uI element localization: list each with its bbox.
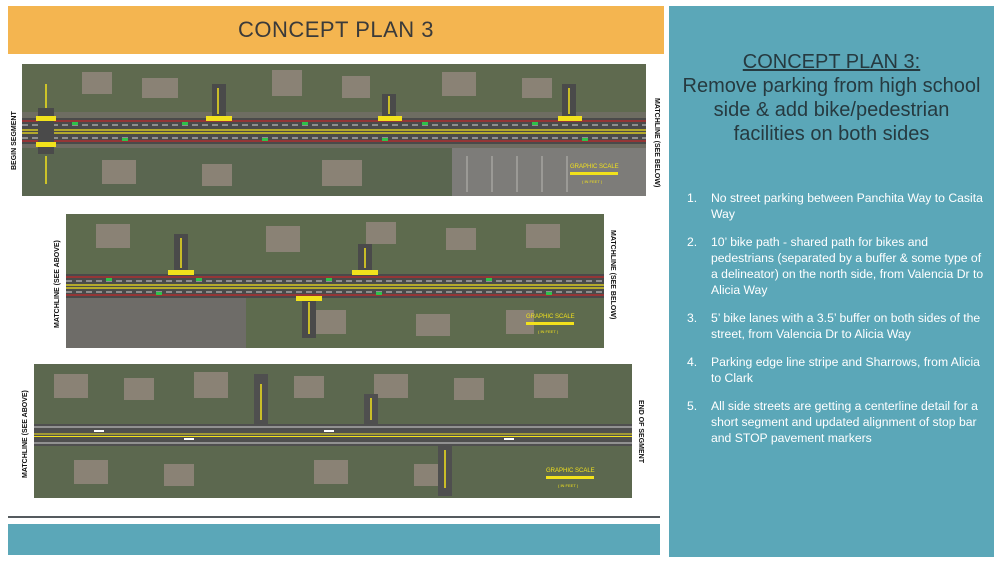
divider — [8, 516, 660, 518]
list-item: 2. 10’ bike path - shared path for bikes and pedestrians (separated by a buffer & some type of a delineator) on the north side, from Valencia Dr to Alicia Way — [687, 235, 984, 297]
scale-unit-1: ( IN FEET ) — [582, 179, 603, 184]
map-panel-3 — [34, 364, 632, 498]
panel-heading — [679, 50, 984, 146]
list-item: 1. No street parking between Panchita Way to Casita Way — [687, 191, 983, 221]
scale-label-3: GRAPHIC SCALE — [546, 468, 595, 474]
info-panel — [669, 6, 994, 557]
aerial-map-1 — [22, 64, 646, 196]
map-panel-2 — [66, 214, 604, 348]
map3-right-label: END OF SEGMENT — [637, 400, 644, 464]
map-panel-1 — [22, 64, 646, 196]
map1-left-label: BEGIN SEGMENT — [11, 111, 18, 170]
map1-right-label: MATCHLINE (SEE BELOW) — [653, 98, 660, 188]
map2-left-label: MATCHLINE (SEE ABOVE) — [54, 240, 61, 328]
list-item: 5. All side streets are getting a centerline detail for a short segment and updated alignment of stop bar and STOP pavement markers — [687, 399, 978, 445]
map2-right-label: MATCHLINE (SEE BELOW) — [609, 230, 616, 320]
page-title: CONCEPT PLAN 3 — [237, 17, 435, 42]
list-item: 4. Parking edge line stripe and Sharrows, from Alicia to Clark — [687, 355, 980, 385]
footer-bar — [8, 524, 660, 555]
panel-heading-subtitle: Remove parking from high school side & add bike/pedestrian facilities on both sides — [682, 75, 981, 145]
scale-unit-2: ( IN FEET ) — [538, 329, 559, 334]
scale-label-1: GRAPHIC SCALE — [570, 164, 619, 170]
list-item: 3. 5’ bike lanes with a 3.5’ buffer on both sides of the street, from Valencia Dr to Alicia Way — [687, 311, 981, 341]
title-bar — [8, 6, 664, 54]
scale-unit-3: ( IN FEET ) — [558, 483, 579, 488]
aerial-map-3 — [34, 364, 632, 498]
scale-label-2: GRAPHIC SCALE — [526, 314, 575, 320]
aerial-map-2 — [66, 214, 604, 348]
plan-items-list — [687, 190, 987, 458]
map3-left-label: MATCHLINE (SEE ABOVE) — [22, 390, 29, 478]
panel-heading-title: CONCEPT PLAN 3: — [742, 51, 921, 73]
